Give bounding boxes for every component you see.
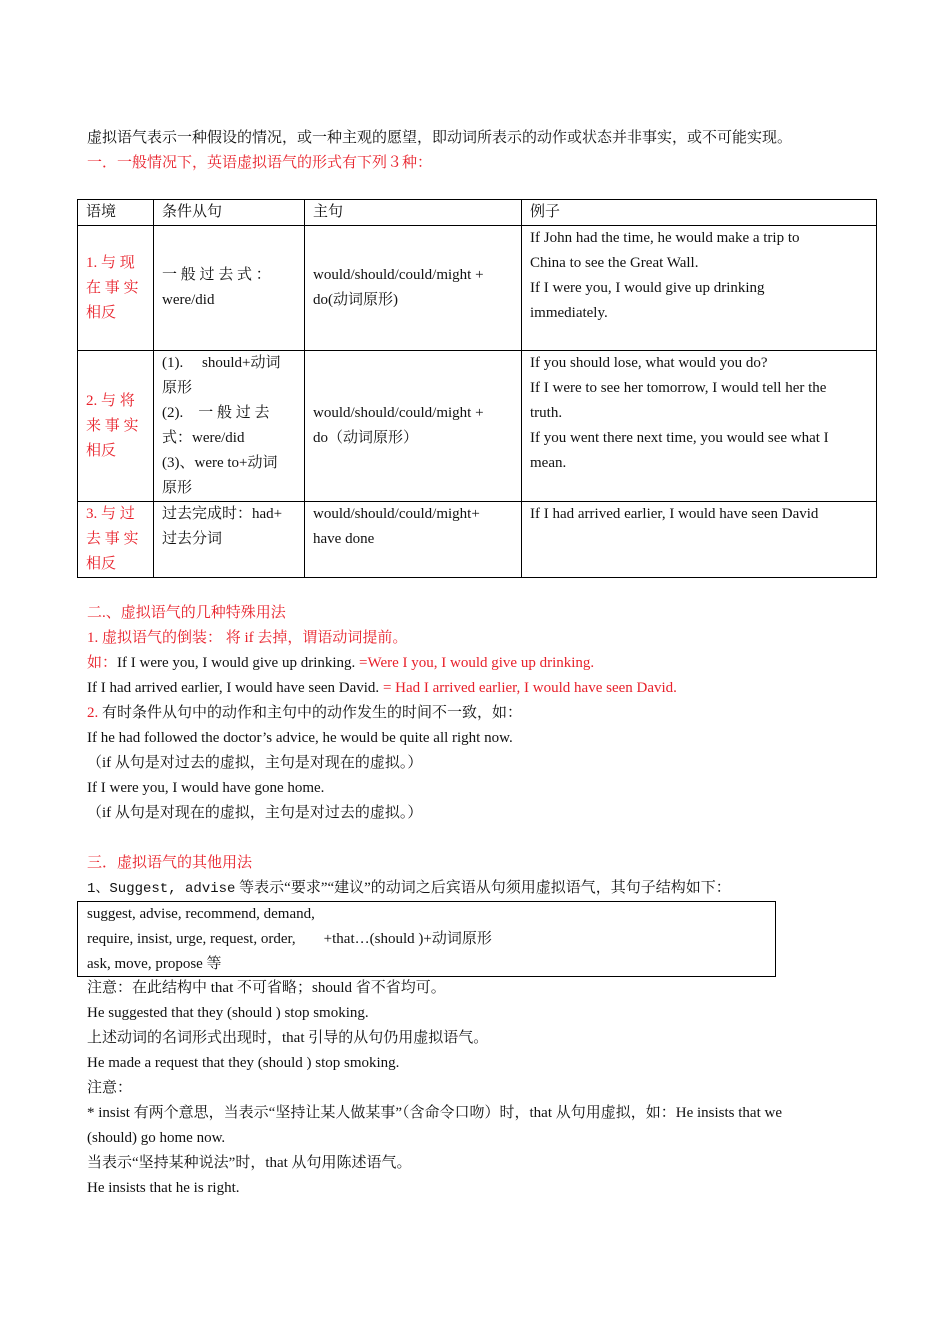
box-line1: suggest, advise, recommend, demand, <box>87 906 315 922</box>
s3-item1: 1、Suggest, advise 等表示“要求”“建议”的动词之后宾语从句须用虚拟语气，其句子结构如下： <box>87 880 731 897</box>
s2-example4: If I were you, I would have gone home. <box>87 780 325 796</box>
note-line: He insists that he is right. <box>87 1180 240 1196</box>
examples-cell: If I had arrived earlier, I would have seen David <box>522 502 877 578</box>
note-line: He made a request that they (should ) stop smoking. <box>87 1055 400 1071</box>
section1-title: 一．一般情况下，英语虚拟语气的形式有下列３种： <box>87 155 433 171</box>
header-main-clause: 主句 <box>305 200 522 226</box>
section2-title: 二.、虚拟语气的几种特殊用法 <box>87 605 286 621</box>
table-row <box>78 351 877 502</box>
condition-clause-cell: 过去完成时：had+ 过去分词 <box>154 502 305 578</box>
box-line3: ask, move, propose 等 <box>87 956 222 972</box>
note-line: 注意： <box>87 1080 133 1096</box>
s2-example3: If he had followed the doctor’s advice, he would be quite all right now. <box>87 730 513 746</box>
table-row <box>78 226 877 351</box>
s2-item1: 1. 虚拟语气的倒装： 将 if 去掉，谓语动词提前。 <box>87 630 408 646</box>
context-cell: 3. 与 过 去 事 实 相反 <box>78 502 154 578</box>
note-line: He suggested that they (should ) stop smoking. <box>87 1005 369 1021</box>
box-line2: require, insist, urge, request, order, +that…(should )+动词原形 <box>87 931 492 947</box>
context-cell: 2. 与 将 来 事 实 相反 <box>78 351 154 502</box>
verb-structure-box <box>77 901 776 977</box>
s2-item2: 2. 有时条件从句中的动作和主句中的动作发生的时间不一致，如： <box>87 705 523 721</box>
s2-example1: 如：If I were you, I would give up drinking. =Were I you, I would give up drinking. <box>87 655 595 671</box>
table-header-row <box>78 200 877 226</box>
s2-example3-note: （if 从句是对过去的虚拟，主句是对现在的虚拟。） <box>87 755 423 771</box>
header-condition-clause: 条件从句 <box>154 200 305 226</box>
s2-example2: If I had arrived earlier, I would have seen David. = Had I arrived earlier, I would have seen David. <box>87 680 677 696</box>
intro-text: 虚拟语气表示一种假设的情况，或一种主观的愿望，即动词所表示的动作或状态并非事实，或不可能实现。 <box>87 130 793 146</box>
examples-cell: If John had the time, he would make a trip to China to see the Great Wall. If I were you, I would give up drinking immediately. <box>522 226 877 351</box>
section3-title: 三．虚拟语气的其他用法 <box>87 855 253 871</box>
intro-block <box>87 126 877 176</box>
note-line: 当表示“坚持某种说法”时，that 从句用陈述语气。 <box>87 1155 412 1171</box>
note-line: (should) go home now. <box>87 1130 226 1146</box>
note-line: 注意：在此结构中 that 不可省略；should 省不省均可。 <box>87 980 446 996</box>
header-examples: 例子 <box>522 200 877 226</box>
subjunctive-table <box>77 199 877 578</box>
context-cell: 1. 与 现 在 事 实 相反 <box>78 226 154 351</box>
main-clause-cell: would/should/could/might+ have done <box>305 502 522 578</box>
examples-cell: If you should lose, what would you do? If I were to see her tomorrow, I would tell her the truth. If you went there next time, you would see what I mean. <box>522 351 877 502</box>
main-clause-cell: would/should/could/might + do（动词原形） <box>305 351 522 502</box>
note-line: 上述动词的名词形式出现时，that 引导的从句仍用虚拟语气。 <box>87 1030 489 1046</box>
main-clause-cell: would/should/could/might + do(动词原形) <box>305 226 522 351</box>
header-context: 语境 <box>78 200 154 226</box>
condition-clause-cell: 一 般 过 去 式 ： were/did <box>154 226 305 351</box>
table-row <box>78 502 877 578</box>
s2-example4-note: （if 从句是对现在的虚拟，主句是对过去的虚拟。） <box>87 805 423 821</box>
note-line: * insist 有两个意思，当表示“坚持让某人做某事”（含命令口吻）时，that 从句用虚拟，如：He insists that we <box>87 1105 782 1121</box>
condition-clause-cell: (1). should+动词 原形 (2). 一 般 过 去 式：were/did (3)、were to+动词 原形 <box>154 351 305 502</box>
section2 <box>87 601 877 902</box>
notes-block <box>87 976 877 1201</box>
